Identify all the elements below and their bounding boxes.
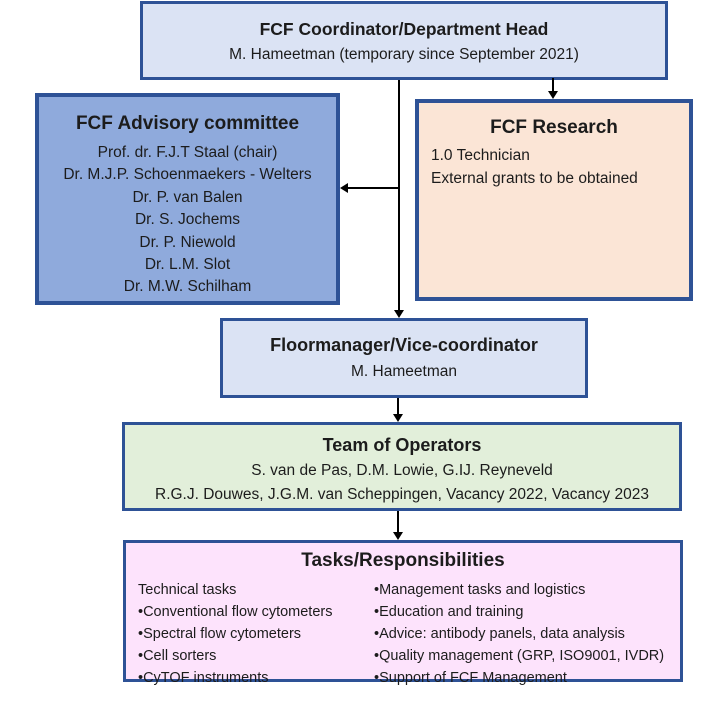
tasks-management-column: [374, 579, 680, 689]
advisory-title: FCF Advisory committee: [75, 113, 300, 134]
box-team-of-operators: [122, 422, 682, 511]
tasks-title: Tasks/Responsibilities: [301, 550, 505, 571]
connector-floormanager-to-operators: [397, 398, 399, 415]
tasks-left-item: • Spectral flow cytometers: [138, 623, 374, 645]
tasks-left-item: • CyTOF instruments: [138, 667, 374, 689]
box-advisory-committee: [35, 93, 340, 305]
tasks-right-item: • Advice: antibody panels, data analysis: [374, 623, 680, 645]
tasks-right-item: • Support of FCF Management: [374, 667, 680, 689]
operators-line: R.G.J. Douwes, J.G.M. van Scheppingen, Vacancy 2022, Vacancy 2023: [155, 485, 649, 503]
tasks-left-item: • Conventional flow cytometers: [138, 601, 374, 623]
arrow-down-icon: [393, 532, 403, 540]
connector-head-to-floormanager: [398, 80, 400, 311]
advisory-member: Dr. P. van Balen: [132, 188, 243, 206]
connector-branch-to-advisory: [347, 187, 400, 189]
arrow-down-icon: [393, 414, 403, 422]
box-floormanager: [220, 318, 588, 398]
box-tasks-responsibilities: [123, 540, 683, 686]
tasks-right-item: • Management tasks and logistics: [374, 579, 680, 601]
coordinator-title: FCF Coordinator/Department Head: [259, 19, 549, 39]
advisory-member: Dr. S. Jochems: [134, 211, 241, 229]
operators-line: S. van de Pas, D.M. Lowie, G.IJ. Reyneveld: [251, 462, 553, 479]
coordinator-name: M. Hameetman (temporary since September 2021): [229, 46, 579, 63]
arrow-down-icon: [394, 310, 404, 318]
box-coordinator-department-head: [140, 1, 668, 80]
floormanager-title: Floormanager/Vice-coordinator: [270, 335, 538, 355]
box-fcf-research: [415, 99, 693, 301]
tasks-left-item: • Cell sorters: [138, 645, 374, 667]
research-line: 1.0 Technician: [431, 147, 530, 164]
advisory-member: Dr. M.W. Schilham: [123, 278, 252, 296]
tasks-right-item: • Education and training: [374, 601, 680, 623]
advisory-member: Dr. P. Niewold: [139, 233, 236, 251]
floormanager-name: M. Hameetman: [351, 363, 457, 380]
tasks-left-header: Technical tasks: [138, 582, 237, 598]
tasks-technical-column: [126, 579, 374, 689]
arrow-down-icon: [548, 91, 558, 99]
advisory-member: Prof. dr. F.J.T Staal (chair): [97, 144, 278, 161]
tasks-columns: [126, 579, 680, 689]
arrow-left-icon: [340, 183, 348, 193]
operators-title: Team of Operators: [322, 435, 482, 455]
advisory-member: Dr. M.J.P. Schoenmaekers - Welters: [63, 166, 312, 184]
connector-operators-to-tasks: [397, 511, 399, 533]
advisory-member: Dr. L.M. Slot: [144, 256, 231, 274]
tasks-right-item: • Quality management (GRP, ISO9001, IVDR): [374, 645, 680, 667]
research-line: External grants to be obtained: [431, 170, 638, 187]
research-title: FCF Research: [490, 117, 618, 138]
